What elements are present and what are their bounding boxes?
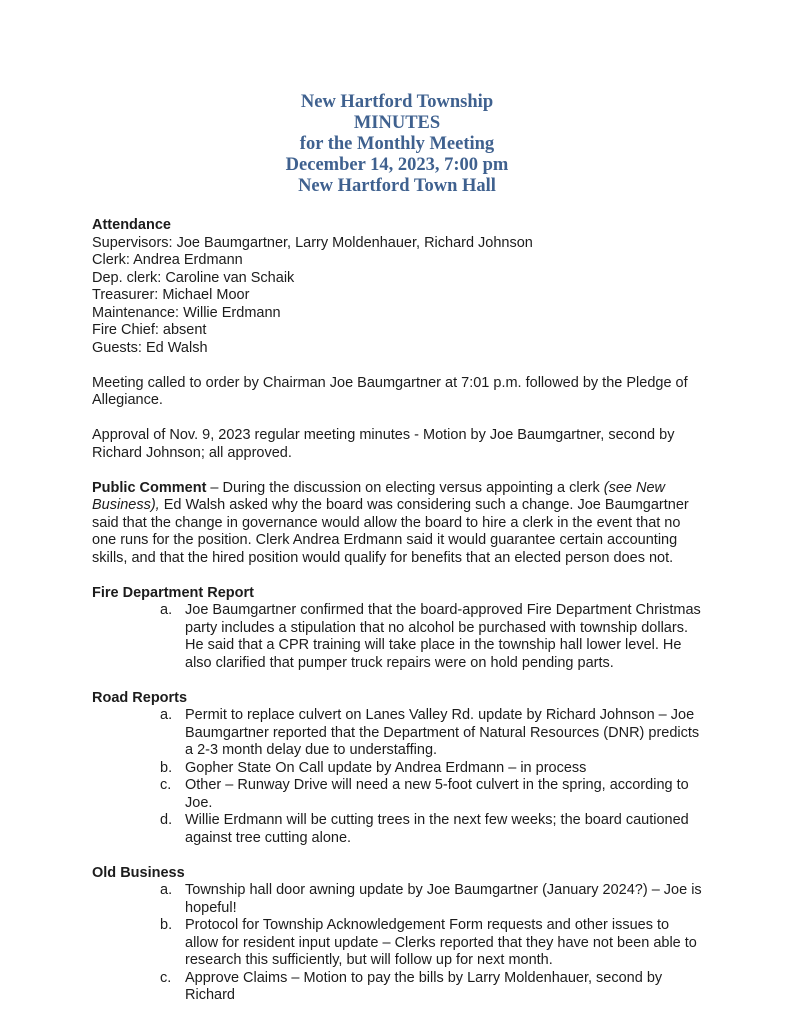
attendance-heading: Attendance xyxy=(92,217,171,233)
title-line-location: New Hartford Town Hall xyxy=(298,176,496,196)
attendance-line-supervisors: Supervisors: Joe Baumgartner, Larry Moldenhauer, Richard Johnson xyxy=(92,234,533,251)
section-fire-department-report xyxy=(92,585,702,673)
attendance-section xyxy=(92,217,702,357)
public-comment-before-italic: – During the discussion on electing versus appointing a clerk xyxy=(206,479,604,496)
attendance-line-maintenance: Maintenance: Willie Erdmann xyxy=(92,304,281,321)
road-reports-list xyxy=(92,707,702,847)
public-comment-italic: (see New Business), xyxy=(92,479,666,513)
list-item: Permit to replace culvert on Lanes Valley Rd. update by Richard Johnson – Joe Baumgartner reported that the Department of Natural Resources (DNR) predicts a 2-3 month delay due to understaffing. xyxy=(185,707,700,758)
attendance-line-treasurer: Treasurer: Michael Moor xyxy=(92,287,250,303)
called-to-order-paragraph xyxy=(92,375,702,410)
section-old-business xyxy=(92,865,702,1005)
title-line-meeting: for the Monthly Meeting xyxy=(299,134,495,154)
section-heading: Fire Department Report xyxy=(92,584,254,601)
attendance-line-guests: Guests: Ed Walsh xyxy=(92,339,208,356)
called-to-order-text: Meeting called to order by Chairman Joe Baumgartner at 7:01 p.m. followed by the Pledge of Allegiance. xyxy=(92,374,688,408)
title-line-date: December 14, 2023, 7:00 pm xyxy=(285,155,509,175)
public-comment-paragraph xyxy=(92,480,702,568)
list-item: Other – Runway Drive will need a new 5-foot culvert in the spring, according to Joe. xyxy=(185,777,689,811)
list-item: Protocol for Township Acknowledgement Form requests and other issues to allow for resident input update – Clerks reported that they have not been able to research this sufficiently, but will follow up for next month. xyxy=(185,917,697,968)
fire-department-list xyxy=(92,602,702,672)
approval-paragraph xyxy=(92,427,702,462)
attendance-line-fire-chief: Fire Chief: absent xyxy=(92,322,207,338)
list-item: Approve Claims – Motion to pay the bills by Larry Moldenhauer, second by Richard xyxy=(185,969,663,1003)
public-comment-after-italic: Ed Walsh asked why the board was considering such a change. Joe Baumgartner said that the change in governance would allow the board to hire a clerk in the event that no one runs for the position. Clerk Andrea Erdmann said it would guarantee certain accounting skills, and that the hired position would qualify for benefits that an elected person does not. xyxy=(92,497,689,566)
list-item: Township hall door awning update by Joe Baumgartner (January 2024?) – Joe is hopeful! xyxy=(185,882,702,916)
public-comment-text xyxy=(92,480,702,568)
public-comment-heading: Public Comment xyxy=(92,479,207,496)
title-line-minutes: MINUTES xyxy=(353,113,441,133)
section-heading: Old Business xyxy=(92,864,185,881)
list-item: Joe Baumgartner confirmed that the board-approved Fire Department Christmas party includes a stipulation that no alcohol be purchased with township dollars. He said that a CPR training will take place in the township hall lower level. He also clarified that pumper truck repairs were on hold pending parts. xyxy=(185,602,701,671)
title-line-township: New Hartford Township xyxy=(300,92,494,112)
section-heading: Road Reports xyxy=(92,689,188,706)
list-item: Willie Erdmann will be cutting trees in the next few weeks; the board cautioned against tree cutting alone. xyxy=(185,812,689,846)
old-business-list xyxy=(92,882,702,1005)
section-road-reports xyxy=(92,690,702,848)
attendance-line-dep-clerk: Dep. clerk: Caroline van Schaik xyxy=(92,269,295,286)
attendance-line-clerk: Clerk: Andrea Erdmann xyxy=(92,252,243,268)
approval-text: Approval of Nov. 9, 2023 regular meeting minutes - Motion by Joe Baumgartner, second by Richard Johnson; all approved. xyxy=(92,427,675,461)
list-item: Gopher State On Call update by Andrea Erdmann – in process xyxy=(185,759,587,776)
document-title xyxy=(92,92,702,197)
